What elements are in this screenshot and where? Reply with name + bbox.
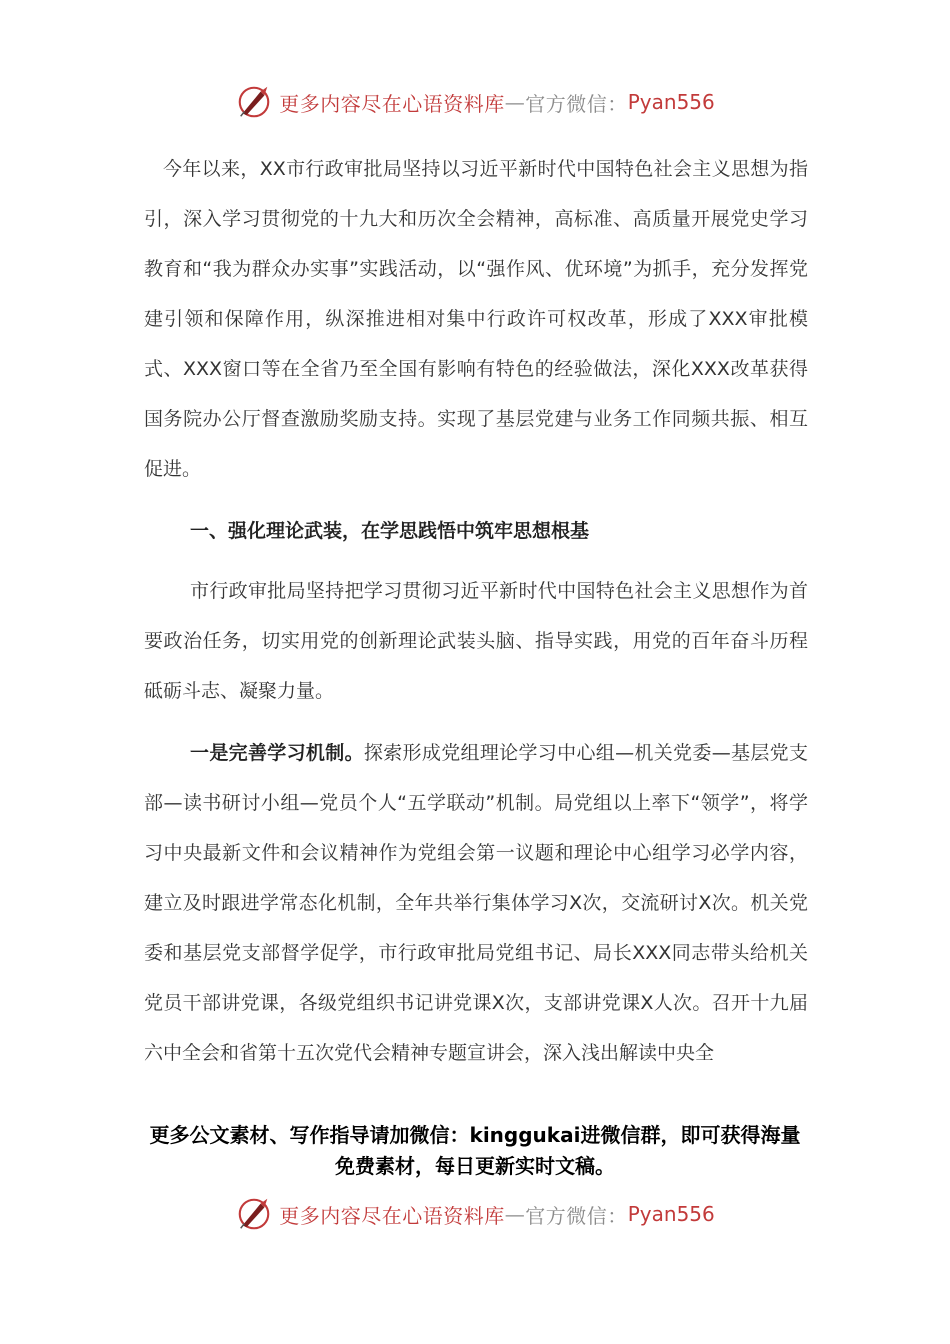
banner-wechat-label: 官方微信：	[525, 1203, 628, 1228]
banner-wechat-id: Pyan556	[627, 90, 715, 114]
section-heading: 一、强化理论武装，在学思践悟中筑牢思想根基	[190, 520, 590, 542]
item-lead: 一是完善学习机制。	[190, 742, 364, 764]
footer-note: 更多公文素材、写作指导请加微信：kinggukai进微信群，即可获得海量免费素材，每日更新实时文稿。	[149, 1123, 801, 1178]
banner-site-text: 更多内容尽在心语资料库	[279, 91, 505, 116]
footer-banner	[0, 1192, 950, 1236]
section-paragraph: 市行政审批局坚持把学习贯彻习近平新时代中国特色社会主义思想作为首要政治任务，切实用党的创新理论武装头脑、指导实践，用党的百年奋斗历程砥砺斗志、凝聚力量。	[144, 580, 808, 702]
item-body: 探索形成党组理论学习中心组—机关党委—基层党支部—读书研讨小组—党员个人“五学联动”机制。局党组以上率下“领学”，将学习中央最新文件和会议精神作为党组会第一议题和理论中心组学习必学内容，建立及时跟进学常态化机制，全年共举行集体学习X次，交流研讨X次。机关党委和基层党支部督学促学，市行政审批局党组书记、局长XXX同志带头给机关党员干部讲党课，各级党组织书记讲党课X次，支部讲党课X人次。召开十九届六中全会和省第十五次党代会精神专题宣讲会，深入浅出解读中央全	[144, 742, 808, 1064]
quill-pen-logo-icon	[235, 83, 273, 121]
intro-paragraph: 今年以来，XX市行政审批局坚持以习近平新时代中国特色社会主义思想为指引，深入学习贯彻党的十九大和历次全会精神，高标准、高质量开展党史学习教育和“我为群众办实事”实践活动，以“强作风、优环境”为抓手，充分发挥党建引领和保障作用，纵深推进相对集中行政许可权改革，形成了XXX审批模式、XXX窗口等在全省乃至全国有影响有特色的经验做法，深化XXX改革获得国务院办公厅督查激励奖励支持。实现了基层党建与业务工作同频共振、相互促进。	[144, 158, 808, 480]
banner-site-text: 更多内容尽在心语资料库	[279, 1203, 505, 1228]
banner-separator: —	[504, 1202, 526, 1226]
banner-wechat-id: Pyan556	[627, 1202, 715, 1226]
item-paragraph	[144, 728, 808, 1078]
banner-separator: —	[504, 90, 526, 114]
header-banner	[0, 80, 950, 124]
quill-pen-logo-icon	[235, 1195, 273, 1233]
banner-wechat-label: 官方微信：	[525, 91, 628, 116]
